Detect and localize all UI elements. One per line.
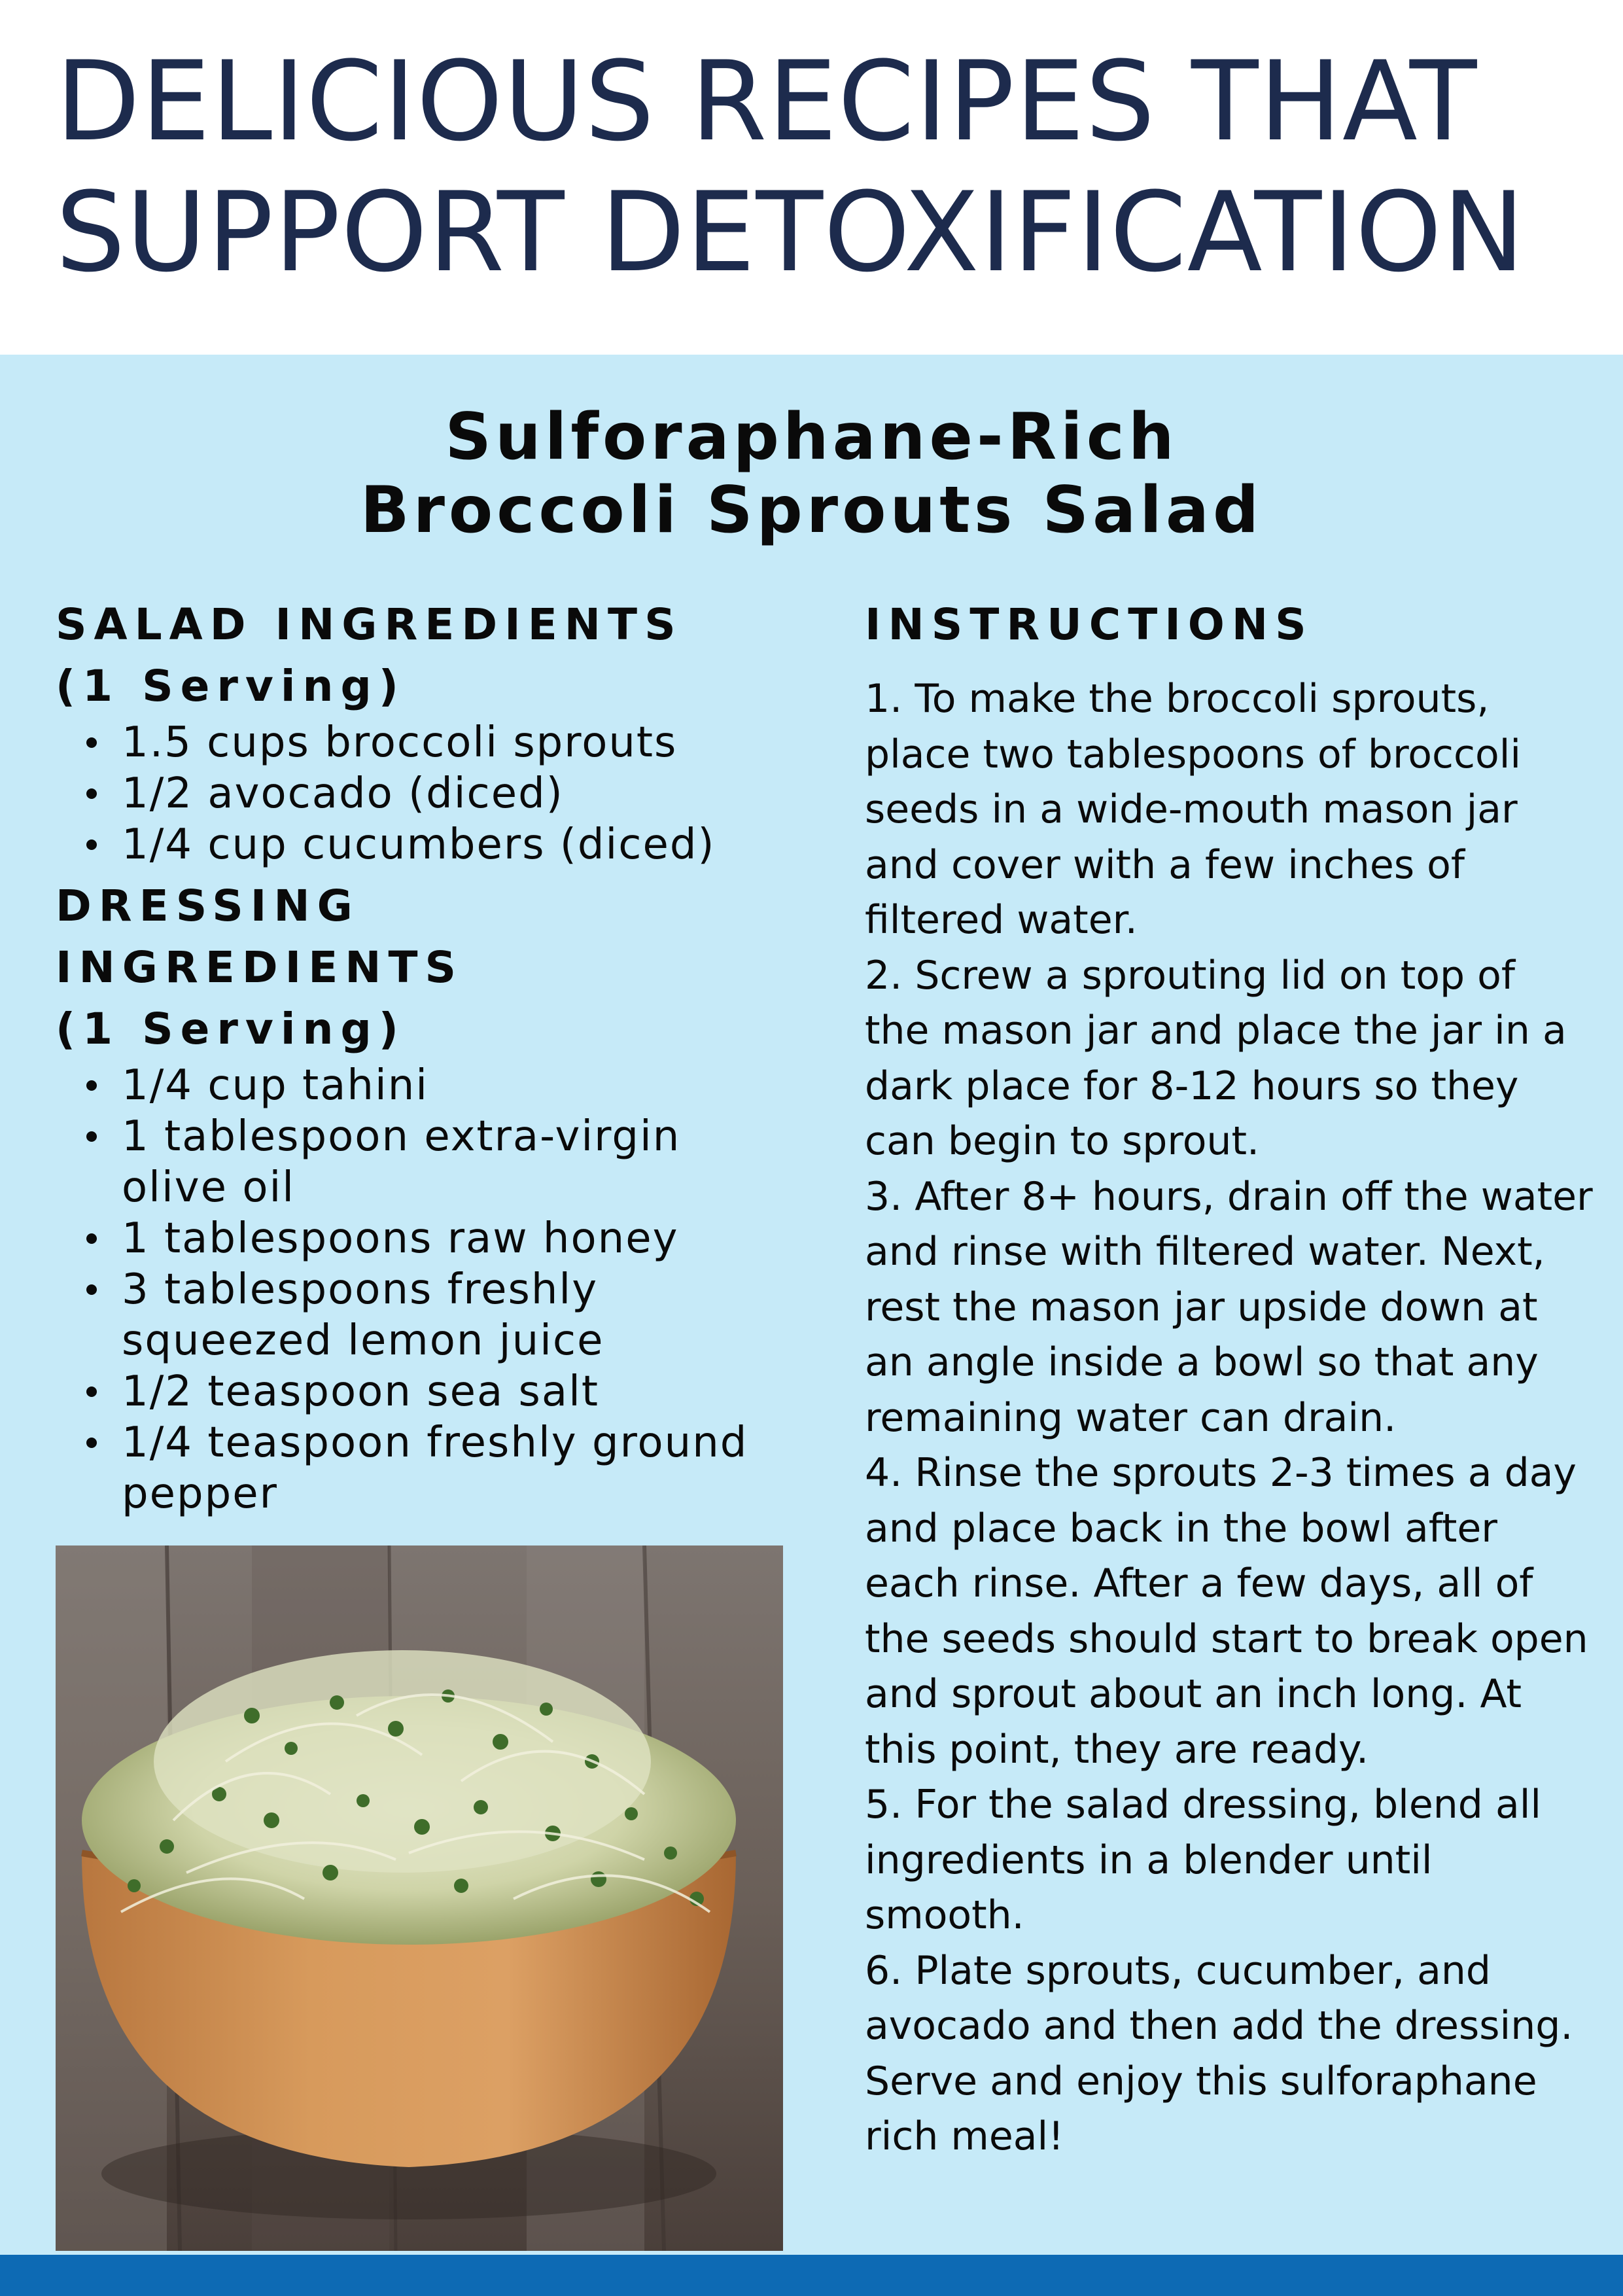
instruction-line: remaining water can drain. (865, 1394, 1397, 1441)
dressing-ingredients-list (56, 1060, 782, 1519)
instruction-line: 6. Plate sprouts, cucumber, and (865, 1947, 1491, 1994)
instruction-line: ingredients in a blender until (865, 1837, 1433, 1883)
instruction-line: and sprout about an inch long. At (865, 1671, 1522, 1717)
ingredient-item (56, 1366, 782, 1417)
ingredient-text: 1/4 cup tahini (122, 1061, 429, 1110)
ingredients-column (56, 594, 782, 1525)
ingredient-text: 1/2 avocado (diced) (122, 769, 564, 818)
instruction-line: rest the mason jar upside down at (865, 1284, 1538, 1330)
ingredient-text: squeezed lemon juice (122, 1316, 604, 1365)
salad-ingredients-heading (56, 594, 782, 717)
instructions-column (865, 594, 1597, 2164)
ingredient-text: 1/4 teaspoon freshly ground (122, 1419, 748, 1467)
recipe-title-line: Sulforaphane-Rich (445, 400, 1178, 474)
ingredient-text: 1 tablespoons raw honey (122, 1214, 679, 1263)
sprouts-bowl-photo (56, 1545, 783, 2251)
ingredient-item (56, 717, 782, 768)
salad-ingredients-list (56, 717, 782, 870)
ingredient-text: 1 tablespoon extra-virgin (122, 1112, 681, 1161)
instruction-line: 3. After 8+ hours, drain off the water (865, 1173, 1593, 1220)
instruction-line: and rinse with filtered water. Next, (865, 1229, 1545, 1275)
ingredient-text: olive oil (122, 1163, 296, 1212)
ingredient-text: 1/4 cup cucumbers (diced) (122, 821, 716, 869)
section-heading-label: SALAD INGREDIENTS (56, 599, 683, 650)
instruction-line: each rinse. After a few days, all of (865, 1561, 1533, 1606)
instruction-line: an angle inside a bowl so that any (865, 1339, 1539, 1385)
instruction-line: the seeds should start to break open (865, 1616, 1588, 1662)
ingredient-item (56, 1264, 782, 1366)
ingredient-item (56, 1111, 782, 1213)
ingredient-item (56, 819, 782, 870)
instruction-line: 5. For the salad dressing, blend all (865, 1782, 1542, 1828)
instruction-line: can begin to sprout. (865, 1118, 1260, 1164)
serving-label: (1 Serving) (56, 1004, 406, 1054)
instruction-line: dark place for 8-12 hours so they (865, 1063, 1519, 1109)
ingredient-item (56, 1060, 782, 1111)
instruction-line: 1. To make the broccoli sprouts, (865, 676, 1490, 722)
page-header (0, 0, 1623, 355)
instruction-line: smooth. (865, 1892, 1024, 1938)
recipe-title-line: Broccoli Sprouts Salad (360, 473, 1263, 548)
instruction-line: the mason jar and place the jar in a (865, 1008, 1567, 1053)
instruction-line: rich meal! (865, 2113, 1064, 2159)
footer-bar (0, 2255, 1623, 2296)
page-title-line: SUPPORT DETOXIFICATION (56, 168, 1526, 296)
ingredient-text: 1.5 cups broccoli sprouts (122, 718, 678, 767)
recipe-title (0, 400, 1623, 547)
ingredient-text: 3 tablespoons freshly (122, 1265, 599, 1314)
instructions-heading: INSTRUCTIONS (865, 599, 1314, 650)
instruction-line: seeds in a wide-mouth mason jar (865, 786, 1518, 832)
ingredient-item (56, 768, 782, 819)
ingredient-text: pepper (122, 1470, 278, 1518)
ingredient-item (56, 1417, 782, 1519)
page-title-line: DELICIOUS RECIPES THAT (56, 37, 1478, 166)
instruction-line: Serve and enjoy this sulforaphane (865, 2058, 1537, 2104)
ingredient-text: 1/2 teaspoon sea salt (122, 1368, 599, 1416)
instruction-line: avocado and then add the dressing. (865, 2003, 1573, 2049)
page-title (56, 36, 1526, 298)
instruction-line: place two tablespoons of broccoli (865, 731, 1522, 777)
instruction-line: and place back in the bowl after (865, 1505, 1497, 1551)
instructions-text (865, 671, 1597, 2164)
dressing-ingredients-heading (56, 875, 782, 1060)
ingredient-item (56, 1213, 782, 1264)
instruction-line: 2. Screw a sprouting lid on top of (865, 952, 1515, 998)
serving-label: (1 Serving) (56, 661, 406, 711)
section-heading-label: DRESSING INGREDIENTS (56, 881, 464, 993)
instruction-line: and cover with a few inches of (865, 841, 1465, 888)
instruction-line: 4. Rinse the sprouts 2-3 times a day (865, 1450, 1577, 1496)
instruction-line: filtered water. (865, 897, 1138, 943)
instruction-line: this point, they are ready. (865, 1726, 1369, 1773)
